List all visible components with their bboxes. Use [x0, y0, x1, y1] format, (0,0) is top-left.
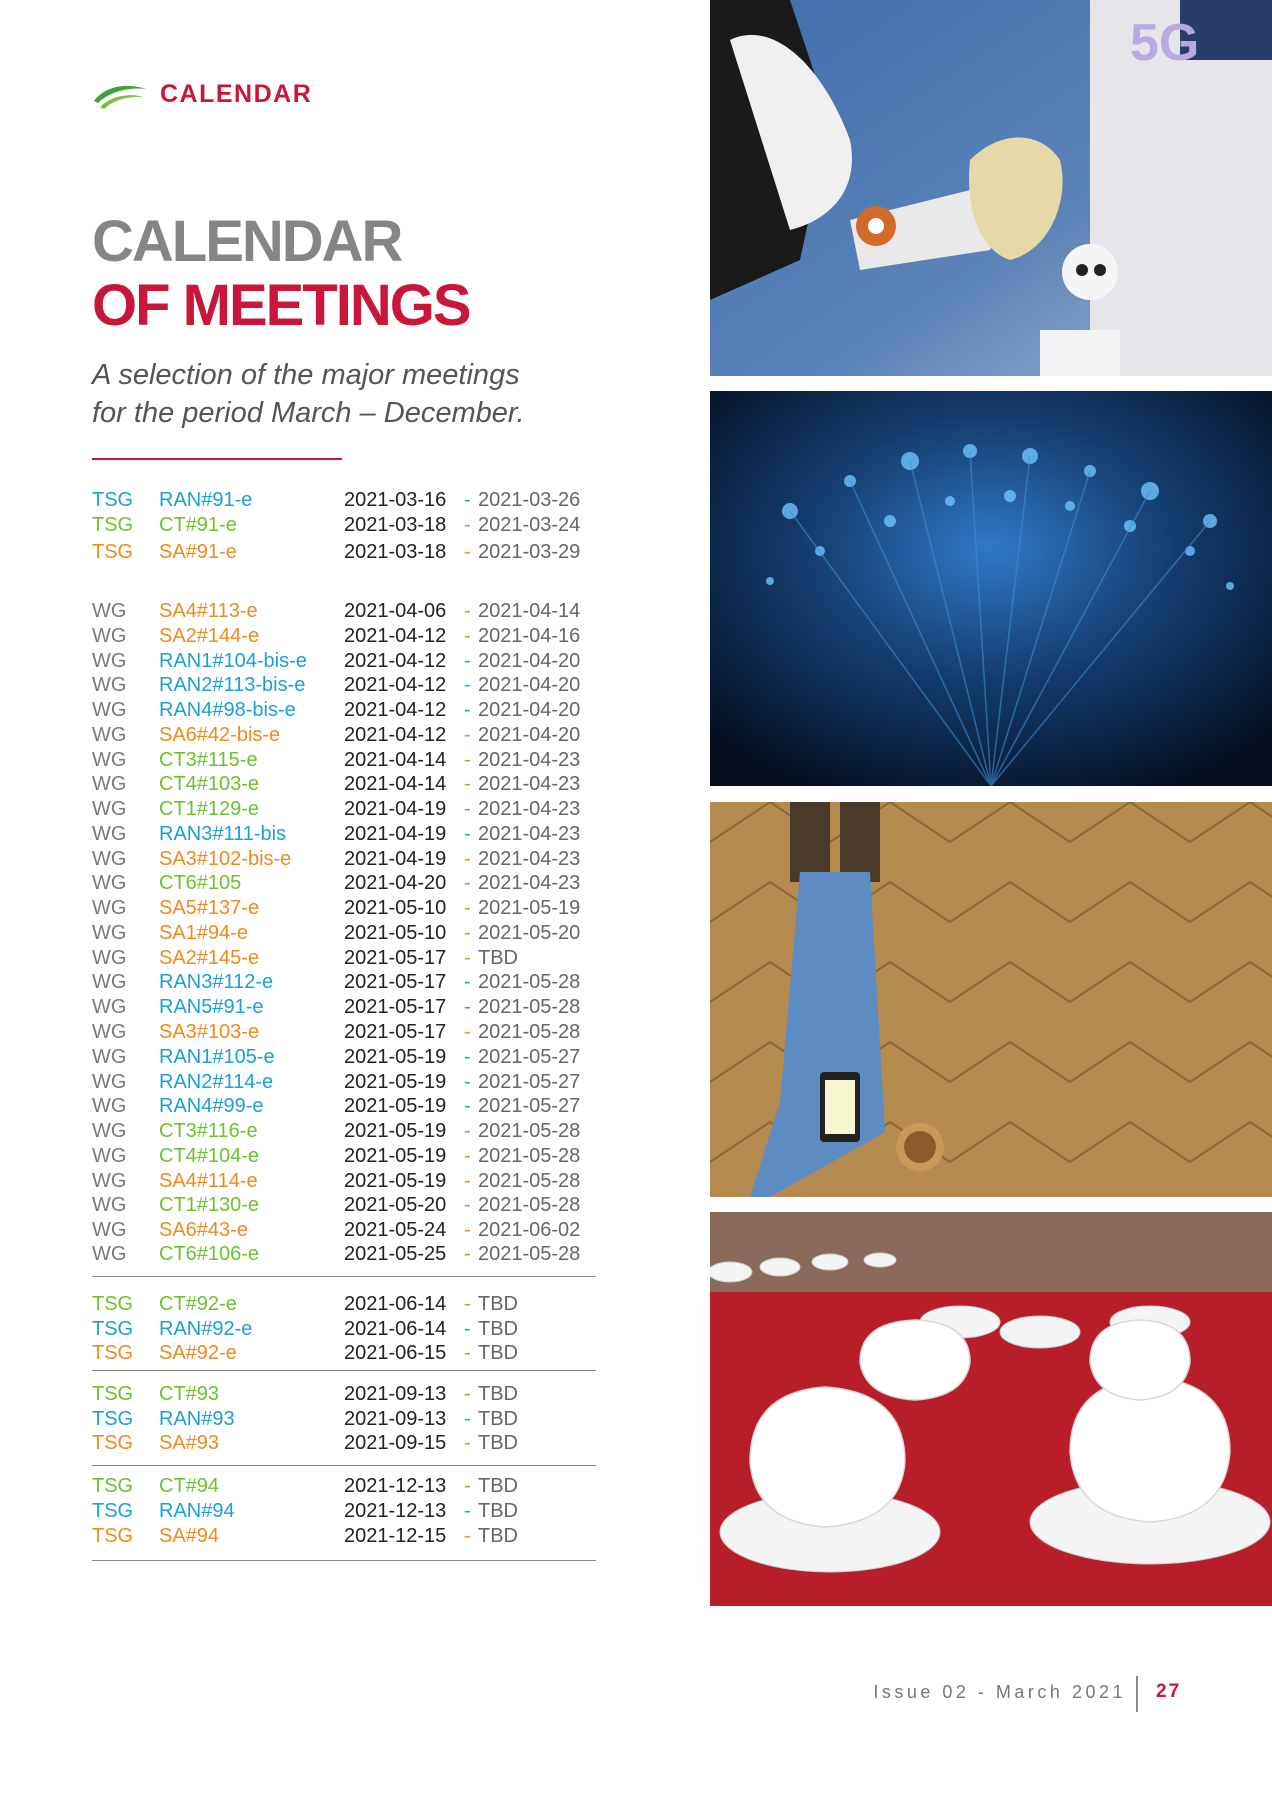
meeting-type: WG [92, 650, 127, 672]
date-dash: - [464, 489, 471, 511]
date-dash: - [464, 1219, 471, 1241]
meeting-name: RAN4#99-e [159, 1095, 264, 1117]
date-dash: - [464, 1408, 471, 1430]
date-dash: - [464, 947, 471, 969]
meeting-end-date: 2021-04-20 [478, 674, 581, 696]
meeting-type: WG [92, 1071, 127, 1093]
group-separator [92, 1276, 596, 1277]
meeting-type: WG [92, 872, 127, 894]
date-dash: - [464, 514, 471, 536]
group-separator [92, 1370, 596, 1371]
meeting-name: RAN5#91-e [159, 996, 264, 1018]
meeting-type: WG [92, 922, 127, 944]
title-divider [92, 458, 342, 460]
date-dash: - [464, 1243, 471, 1265]
meeting-type: WG [92, 1046, 127, 1068]
meeting-start-date: 2021-04-12 [344, 674, 447, 696]
meeting-name: SA#91-e [159, 541, 237, 563]
date-dash: - [464, 1500, 471, 1522]
meeting-name: SA#94 [159, 1525, 220, 1547]
meeting-end-date: 2021-05-19 [478, 897, 581, 919]
photo-robot [710, 0, 1272, 376]
meeting-end-date: 2021-05-28 [478, 1021, 581, 1043]
meeting-end-date: TBD [478, 1408, 518, 1430]
meeting-end-date: 2021-05-28 [478, 1194, 581, 1216]
meeting-end-date: 2021-04-20 [478, 724, 581, 746]
meeting-start-date: 2021-12-13 [344, 1500, 447, 1522]
meeting-end-date: 2021-04-23 [478, 872, 581, 894]
meeting-start-date: 2021-09-15 [344, 1432, 447, 1454]
meeting-name: CT1#129-e [159, 798, 260, 820]
meeting-name: RAN#94 [159, 1500, 235, 1522]
date-dash: - [464, 541, 471, 563]
meeting-end-date: TBD [478, 1318, 518, 1340]
section-label: CALENDAR [160, 80, 313, 108]
meeting-end-date: 2021-05-27 [478, 1046, 581, 1068]
photo-fiber-optics [710, 391, 1272, 786]
date-dash: - [464, 749, 471, 771]
meeting-end-date: 2021-04-14 [478, 600, 581, 622]
meeting-end-date: 2021-04-23 [478, 823, 581, 845]
meeting-end-date: 2021-05-28 [478, 971, 581, 993]
subtitle-line1: A selection of the major meetings [92, 359, 520, 391]
meeting-end-date: 2021-04-20 [478, 699, 581, 721]
title-line2: OF MEETINGS [92, 273, 470, 338]
meeting-type: WG [92, 1219, 127, 1241]
meeting-name: CT#91-e [159, 514, 237, 536]
date-dash: - [464, 1342, 471, 1364]
meeting-type: TSG [92, 1525, 134, 1547]
meeting-type: WG [92, 1243, 127, 1265]
meeting-start-date: 2021-04-12 [344, 724, 447, 746]
meeting-name: CT3#116-e [159, 1120, 258, 1142]
meeting-end-date: TBD [478, 1475, 518, 1497]
meeting-end-date: 2021-06-02 [478, 1219, 581, 1241]
date-dash: - [464, 773, 471, 795]
date-dash: - [464, 1475, 471, 1497]
meeting-type: WG [92, 1194, 127, 1216]
meeting-start-date: 2021-09-13 [344, 1408, 447, 1430]
logo-icon [92, 81, 148, 109]
meeting-type: WG [92, 897, 127, 919]
meeting-end-date: 2021-03-29 [478, 541, 581, 563]
meeting-start-date: 2021-05-10 [344, 897, 447, 919]
meeting-type: TSG [92, 489, 134, 511]
meeting-type: WG [92, 848, 127, 870]
meeting-end-date: 2021-05-28 [478, 996, 581, 1018]
date-dash: - [464, 1145, 471, 1167]
meeting-type: WG [92, 996, 127, 1018]
meeting-type: TSG [92, 1408, 134, 1430]
meeting-type: WG [92, 600, 127, 622]
meeting-name: SA1#94-e [159, 922, 248, 944]
meeting-name: CT3#115-e [159, 749, 258, 771]
meeting-end-date: 2021-04-23 [478, 773, 581, 795]
meeting-end-date: 2021-03-26 [478, 489, 581, 511]
meeting-name: CT#92-e [159, 1293, 237, 1315]
meeting-name: SA3#102-bis-e [159, 848, 292, 870]
meeting-type: TSG [92, 1342, 134, 1364]
meeting-name: RAN2#114-e [159, 1071, 274, 1093]
page-footer [0, 1676, 1272, 1716]
meeting-type: WG [92, 1021, 127, 1043]
date-dash: - [464, 699, 471, 721]
meeting-start-date: 2021-05-19 [344, 1170, 447, 1192]
meeting-type: TSG [92, 1432, 134, 1454]
svg-text:5G: 5G [1130, 14, 1200, 72]
group-separator [92, 1560, 596, 1561]
meeting-start-date: 2021-06-14 [344, 1293, 447, 1315]
meeting-start-date: 2021-04-14 [344, 749, 447, 771]
meeting-name: SA6#42-bis-e [159, 724, 281, 746]
meeting-name: SA#93 [159, 1432, 220, 1454]
date-dash: - [464, 600, 471, 622]
meeting-name: SA2#144-e [159, 625, 260, 647]
meeting-start-date: 2021-05-17 [344, 971, 447, 993]
group-separator [92, 1465, 596, 1466]
date-dash: - [464, 1170, 471, 1192]
section-header [92, 80, 312, 109]
meeting-name: RAN4#98-bis-e [159, 699, 296, 721]
meeting-name: RAN1#105-e [159, 1046, 275, 1068]
meeting-end-date: 2021-04-16 [478, 625, 581, 647]
date-dash: - [464, 996, 471, 1018]
meeting-type: TSG [92, 1383, 134, 1405]
meeting-name: RAN3#111-bis [159, 823, 287, 845]
meeting-name: RAN#93 [159, 1408, 235, 1430]
date-dash: - [464, 674, 471, 696]
meeting-type: WG [92, 749, 127, 771]
meeting-start-date: 2021-05-19 [344, 1120, 447, 1142]
meeting-start-date: 2021-12-15 [344, 1525, 447, 1547]
meeting-name: CT4#103-e [159, 773, 260, 795]
meeting-name: SA4#113-e [159, 600, 258, 622]
meeting-name: SA#92-e [159, 1342, 237, 1364]
photo-tea-cups [710, 1212, 1272, 1606]
meeting-start-date: 2021-09-13 [344, 1383, 447, 1405]
meeting-end-date: TBD [478, 1293, 518, 1315]
title-line1: CALENDAR [92, 209, 402, 274]
meeting-start-date: 2021-03-18 [344, 541, 447, 563]
meeting-type: TSG [92, 1318, 134, 1340]
date-dash: - [464, 1525, 471, 1547]
meeting-start-date: 2021-05-17 [344, 1021, 447, 1043]
meeting-start-date: 2021-05-19 [344, 1145, 447, 1167]
meeting-name: CT#94 [159, 1475, 220, 1497]
meeting-name: CT4#104-e [159, 1145, 260, 1167]
meeting-end-date: 2021-04-23 [478, 848, 581, 870]
meeting-type: WG [92, 947, 127, 969]
meeting-type: TSG [92, 514, 134, 536]
meeting-name: RAN#91-e [159, 489, 253, 511]
meeting-name: SA2#145-e [159, 947, 260, 969]
date-dash: - [464, 650, 471, 672]
date-dash: - [464, 1046, 471, 1068]
meeting-end-date: 2021-05-28 [478, 1120, 581, 1142]
meeting-start-date: 2021-05-20 [344, 1194, 447, 1216]
date-dash: - [464, 625, 471, 647]
meeting-name: SA5#137-e [159, 897, 260, 919]
meeting-start-date: 2021-04-12 [344, 650, 447, 672]
meeting-end-date: TBD [478, 1500, 518, 1522]
meeting-name: RAN#92-e [159, 1318, 253, 1340]
meeting-start-date: 2021-04-19 [344, 823, 447, 845]
meeting-end-date: TBD [478, 1383, 518, 1405]
footer-separator [1136, 1676, 1138, 1712]
meeting-end-date: 2021-03-24 [478, 514, 581, 536]
meeting-start-date: 2021-05-19 [344, 1046, 447, 1068]
date-dash: - [464, 872, 471, 894]
meeting-end-date: TBD [478, 1525, 518, 1547]
meeting-name: CT#93 [159, 1383, 220, 1405]
date-dash: - [464, 1318, 471, 1340]
meeting-end-date: TBD [478, 947, 518, 969]
meeting-end-date: 2021-05-27 [478, 1095, 581, 1117]
meeting-start-date: 2021-04-06 [344, 600, 447, 622]
meeting-start-date: 2021-04-14 [344, 773, 447, 795]
meeting-type: WG [92, 674, 127, 696]
meeting-name: RAN2#113-bis-e [159, 674, 306, 696]
meeting-type: WG [92, 1120, 127, 1142]
meeting-type: WG [92, 1095, 127, 1117]
meeting-type: WG [92, 699, 127, 721]
meeting-type: TSG [92, 1475, 134, 1497]
meeting-end-date: 2021-04-23 [478, 749, 581, 771]
meeting-type: WG [92, 724, 127, 746]
date-dash: - [464, 1194, 471, 1216]
date-dash: - [464, 1293, 471, 1315]
date-dash: - [464, 1021, 471, 1043]
meeting-name: SA4#114-e [159, 1170, 258, 1192]
date-dash: - [464, 823, 471, 845]
meeting-name: SA3#103-e [159, 1021, 260, 1043]
meeting-start-date: 2021-04-19 [344, 798, 447, 820]
meeting-type: WG [92, 798, 127, 820]
meeting-start-date: 2021-04-12 [344, 699, 447, 721]
meeting-start-date: 2021-04-12 [344, 625, 447, 647]
meeting-start-date: 2021-06-14 [344, 1318, 447, 1340]
subtitle [92, 356, 525, 432]
meeting-start-date: 2021-05-17 [344, 947, 447, 969]
date-dash: - [464, 922, 471, 944]
meeting-name: CT6#106-e [159, 1243, 260, 1265]
meeting-start-date: 2021-05-10 [344, 922, 447, 944]
meeting-start-date: 2021-05-25 [344, 1243, 447, 1265]
meeting-end-date: 2021-05-28 [478, 1243, 581, 1265]
meeting-type: WG [92, 1145, 127, 1167]
meeting-name: CT6#105 [159, 872, 242, 894]
date-dash: - [464, 1071, 471, 1093]
meeting-name: RAN1#104-bis-e [159, 650, 307, 672]
meeting-start-date: 2021-05-19 [344, 1095, 447, 1117]
page-title [92, 210, 470, 338]
meeting-end-date: 2021-04-20 [478, 650, 581, 672]
date-dash: - [464, 1383, 471, 1405]
meeting-end-date: 2021-05-27 [478, 1071, 581, 1093]
meeting-type: TSG [92, 1500, 134, 1522]
meeting-end-date: TBD [478, 1342, 518, 1364]
meeting-type: WG [92, 625, 127, 647]
meeting-start-date: 2021-05-17 [344, 996, 447, 1018]
meeting-start-date: 2021-05-19 [344, 1071, 447, 1093]
date-dash: - [464, 897, 471, 919]
meeting-end-date: TBD [478, 1432, 518, 1454]
meeting-start-date: 2021-05-24 [344, 1219, 447, 1241]
date-dash: - [464, 1120, 471, 1142]
meeting-type: WG [92, 773, 127, 795]
meeting-start-date: 2021-12-13 [344, 1475, 447, 1497]
date-dash: - [464, 798, 471, 820]
meeting-type: WG [92, 823, 127, 845]
subtitle-line2: for the period March – December. [92, 397, 525, 429]
meeting-end-date: 2021-05-28 [478, 1145, 581, 1167]
date-dash: - [464, 1095, 471, 1117]
meeting-start-date: 2021-03-16 [344, 489, 447, 511]
meeting-type: WG [92, 1170, 127, 1192]
meeting-end-date: 2021-05-20 [478, 922, 581, 944]
meeting-end-date: 2021-04-23 [478, 798, 581, 820]
meeting-start-date: 2021-06-15 [344, 1342, 447, 1364]
meeting-start-date: 2021-03-18 [344, 514, 447, 536]
issue-label: Issue 02 - March 2021 [873, 1682, 1126, 1702]
meeting-type: TSG [92, 541, 134, 563]
meeting-name: SA6#43-e [159, 1219, 248, 1241]
meeting-name: RAN3#112-e [159, 971, 274, 993]
meeting-name: CT1#130-e [159, 1194, 260, 1216]
page-number: 27 [1156, 1681, 1182, 1702]
meeting-type: TSG [92, 1293, 134, 1315]
meeting-type: WG [92, 971, 127, 993]
meeting-start-date: 2021-04-20 [344, 872, 447, 894]
date-dash: - [464, 848, 471, 870]
meeting-start-date: 2021-04-19 [344, 848, 447, 870]
date-dash: - [464, 971, 471, 993]
date-dash: - [464, 1432, 471, 1454]
meeting-end-date: 2021-05-28 [478, 1170, 581, 1192]
photo-parquet-floor [710, 802, 1272, 1197]
date-dash: - [464, 724, 471, 746]
